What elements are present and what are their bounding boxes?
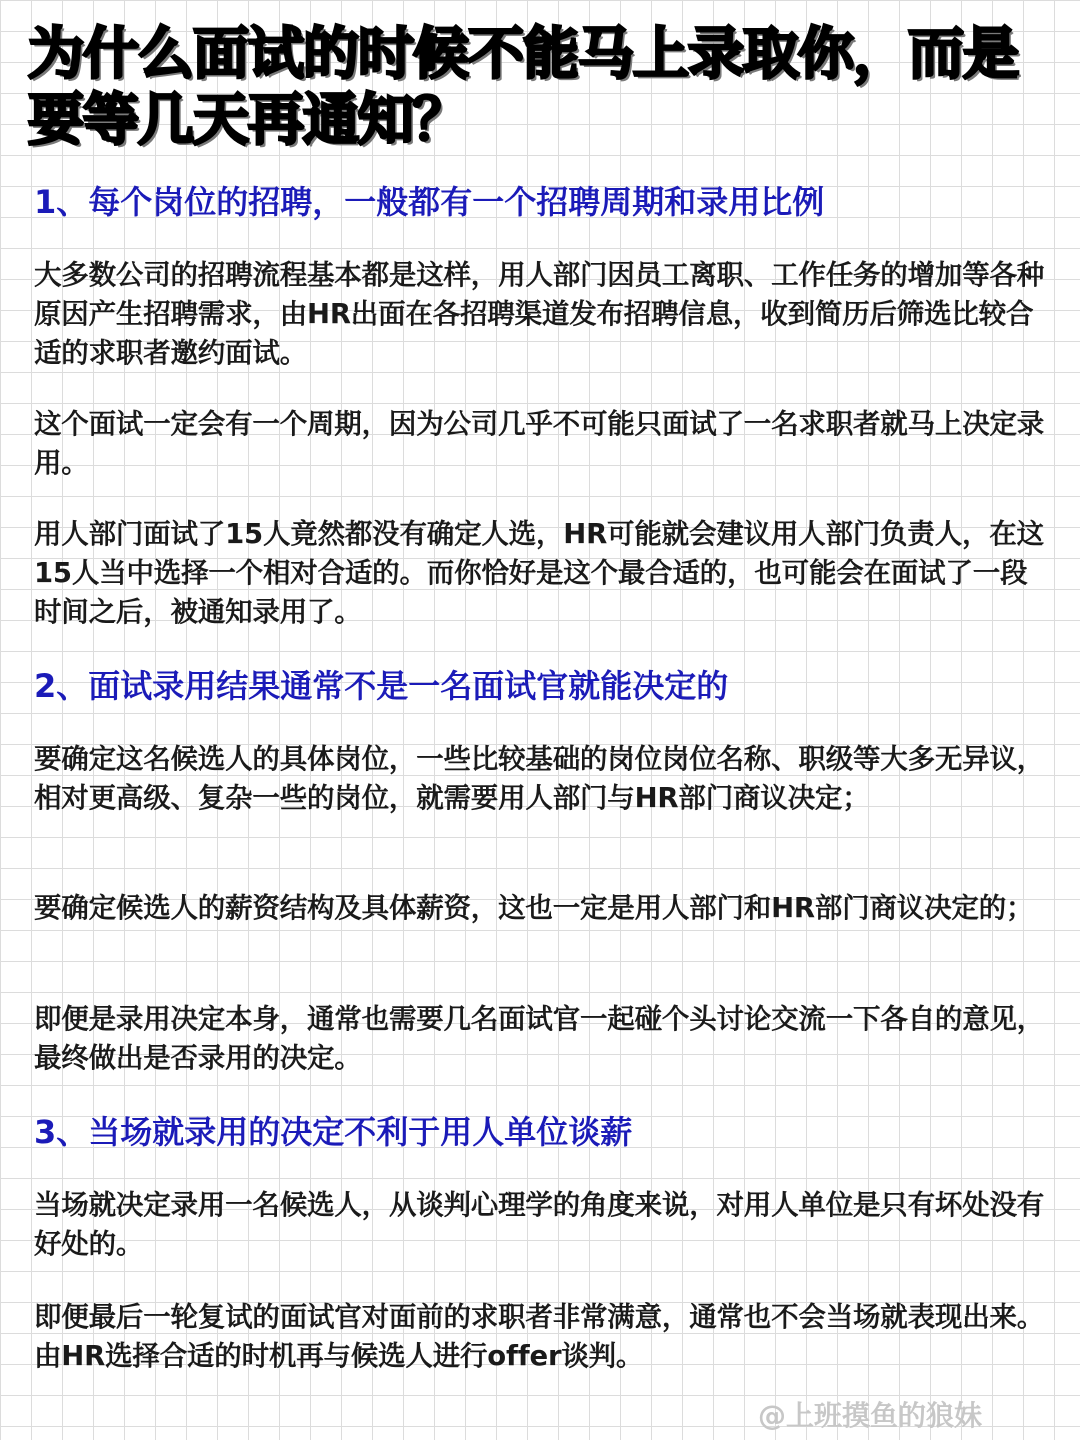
section-2-paragraph-3: 即便是录用决定本身，通常也需要几名面试官一起碰个头讨论交流一下各自的意见，最终做出是否录用的决定。 [34,1003,1045,1074]
author-watermark: @上班摸鱼的狼妹 [758,1399,983,1432]
section-3-heading: 3、当场就录用的决定不利于用人单位谈薪 [34,1113,633,1151]
page-title: 为什么面试的时候不能马上录取你，而是要等几天再通知？ [28,22,1018,153]
section-2-paragraph-1: 要确定这名候选人的具体岗位，一些比较基础的岗位岗位名称、职级等大多无异议，相对更高级、复杂一些的岗位，就需要用人部门与HR部门商议决定； [34,743,1045,814]
section-3-paragraph-1: 当场就决定录用一名候选人，从谈判心理学的角度来说，对用人单位是只有坏处没有好处的。 [34,1189,1045,1260]
section-1-paragraph-2: 这个面试一定会有一个周期，因为公司几乎不可能只面试了一名求职者就马上决定录用。 [34,408,1045,479]
section-1-heading: 1、每个岗位的招聘，一般都有一个招聘周期和录用比例 [34,183,825,221]
section-1-paragraph-3: 用人部门面试了15人竟然都没有确定人选，HR可能就会建议用人部门负责人，在这15人当中选择一个相对合适的。而你恰好是这个最合适的，也可能会在面试了一段时间之后，被通知录用了。 [34,518,1044,628]
section-3-paragraph-2: 即便最后一轮复试的面试官对面前的求职者非常满意，通常也不会当场就表现出来。由HR选择合适的时机再与候选人进行offer谈判。 [34,1301,1045,1372]
section-1-paragraph-1: 大多数公司的招聘流程基本都是这样，用人部门因员工离职、工作任务的增加等各种原因产生招聘需求，由HR出面在各招聘渠道发布招聘信息，收到简历后筛选比较合适的求职者邀约面试。 [34,259,1045,369]
section-2-heading: 2、面试录用结果通常不是一名面试官就能决定的 [34,667,729,705]
section-2-paragraph-2: 要确定候选人的薪资结构及具体薪资，这也一定是用人部门和HR部门商议决定的； [34,892,1034,924]
